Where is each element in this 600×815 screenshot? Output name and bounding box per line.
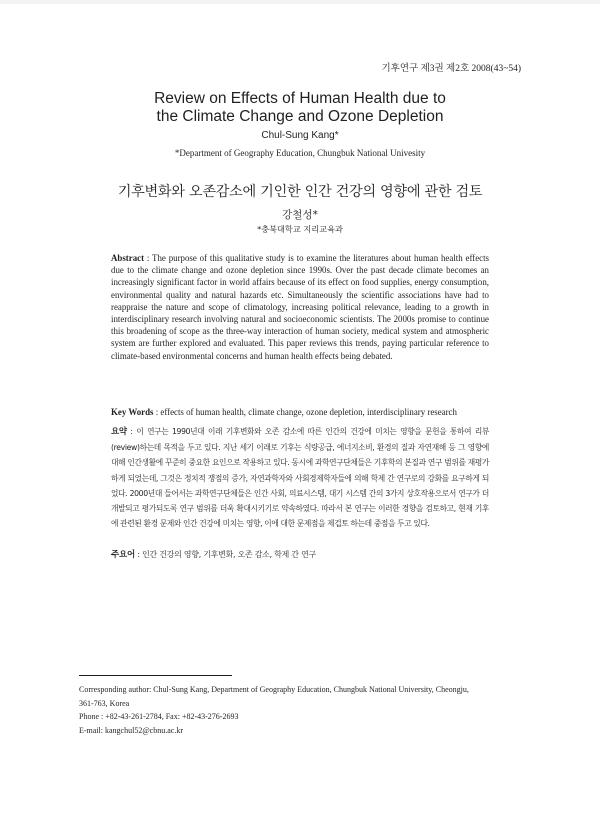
title-english xyxy=(0,90,600,126)
abstract-korean-text: : 이 연구는 1990년대 이래 기후변화와 오존 감소에 따른 인간의 건강에 미치는 영향을 문헌을 통하여 리뷰(review)하는데 목적을 두고 있다. 지난 세기 이래로 기후는 식량공급, 에너지소비, 환경의 질과 자연재해 등 그 영향에 대해 인간생활에 꾸준히 중요한 요인으로 작용하고 있다. 동시에 과학연구단체들은 기후학의 본질과 연구 범위를 재평가하게 되었는데, 그것은 정치적 쟁점의 증가, 자연과학자와 사회경제학자들에 의해 학제 간 연구로의 강화를 요구하게 되었다. 2000년대 들어서는 과학연구단체들은 인간 사회, 의료시스템, 대기 시스템 간의 3가지 상호작용으로서 연구가 더 개발되고 평가되도록 연구 범위를 더욱 확대시키기로 약속하였다. 따라서 본 연구는 이러한 경향을 검토하고, 현재 기후에 관련된 환경 문제와 인간 건강에 미치는 영향, 이에 대한 문제점을 제겁토 하는데 중점을 두고 있다. xyxy=(111,427,490,529)
title-korean: 기후변화와 오존감소에 기인한 인간 건강의 영향에 관한 검토 xyxy=(117,184,483,200)
page-top-edge xyxy=(0,0,600,4)
footnote-phone: Phone : +82-43-261-2784, Fax: +82-43-276-2693 xyxy=(79,712,239,722)
footnote-line-2: 361-763, Korea xyxy=(79,698,130,708)
footnote-divider xyxy=(79,675,232,676)
title-english-line-2: the Climate Change and Ozone Depletion xyxy=(156,108,444,125)
abstract-korean-label: 요약 xyxy=(111,427,127,437)
affiliation-korean: *충북대학교 지리교육과 xyxy=(257,224,343,234)
author-english: Chul-Sung Kang* xyxy=(261,130,339,141)
keywords-korean xyxy=(111,549,489,561)
abstract-korean xyxy=(111,424,489,531)
corresponding-author-footnote xyxy=(79,683,524,738)
affiliation-english: *Department of Geography Education, Chungbuk National Univesity xyxy=(174,148,426,158)
footnote-email: E-mail: kangchul52@cbnu.ac.kr xyxy=(79,726,183,736)
abstract-english xyxy=(111,252,489,362)
keywords-label: Key Words xyxy=(111,407,154,417)
abstract-text: : The purpose of this qualitative study is to examine the literatures about human health effects due to the climate change and ozone depletion since 1990s. Over the past decade climate becomes an increasingly significant factor in world affairs because of its effect on food supplies, energy consumption, environmental quality and natural hazards etc. Simultaneously the scientific associations have had to reappraise the nature and scope of climatology, increasing political relevance, leading to a growth in interdisciplinary research involving natural and socioeconomic scientists. The 2000s promise to continue this broadening of scope as the three-way interaction of human society, medical system and atmospheric system are further explored and evaluated. This paper reviews this trends, paying particular reference to climate-based environmental concerns and human health effects being debated. xyxy=(111,253,489,361)
abstract-label: Abstract xyxy=(111,253,145,263)
keywords-korean-text: : 인간 건강의 영향, 기후변화, 오존 감소, 학제 간 연구 xyxy=(137,550,316,559)
keywords-text: : effects of human health, climate change, ozone depletion, interdisciplinary research xyxy=(155,407,457,417)
author-korean: 강철성* xyxy=(282,209,318,221)
journal-header: 기후연구 제3권 제2호 2008(43~54) xyxy=(381,64,521,74)
keywords-english xyxy=(111,406,489,418)
footnote-line-1: Corresponding author: Chul-Sung Kang, Department of Geography Education, Chungbuk National University, Cheongju, xyxy=(79,685,469,694)
title-english-line-1: Review on Effects of Human Health due to xyxy=(154,90,446,107)
keywords-korean-label: 주요어 xyxy=(111,550,136,560)
